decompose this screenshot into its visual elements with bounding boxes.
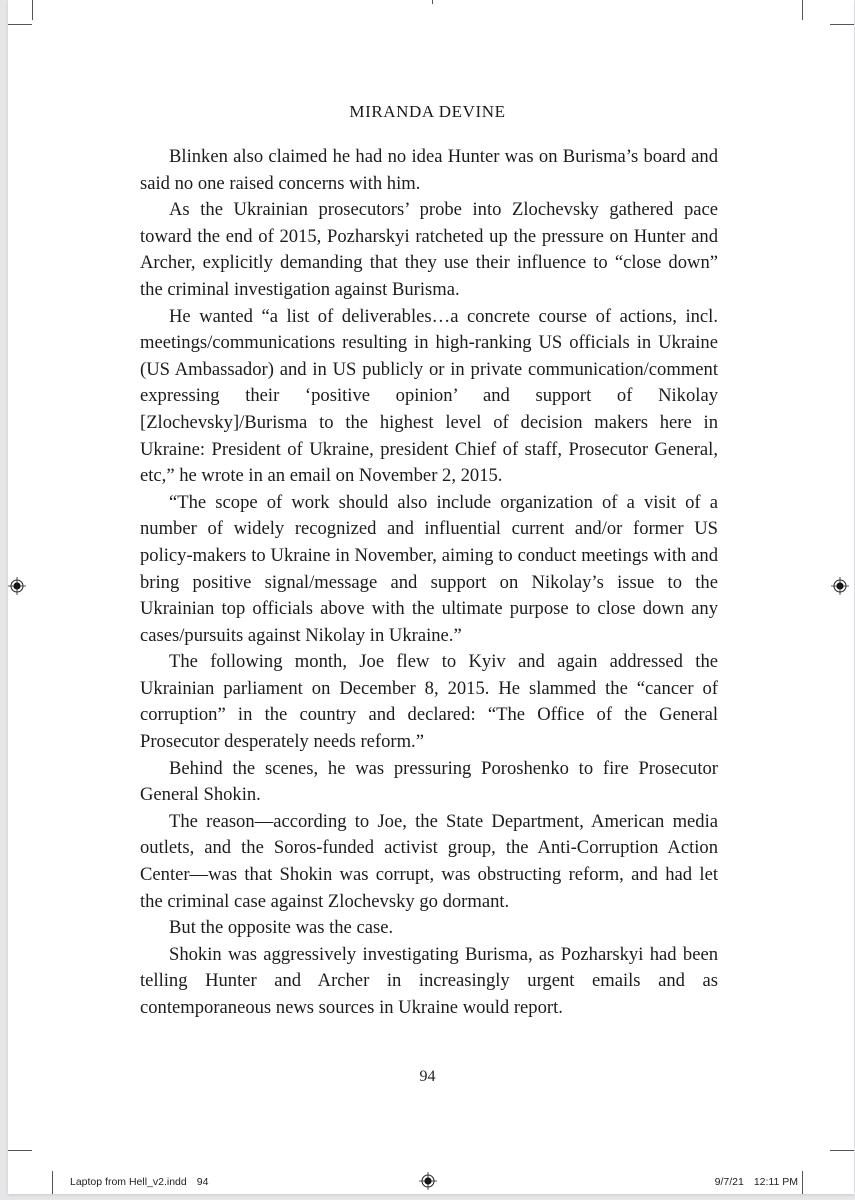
paragraph: “The scope of work should also include organization of a visit of a number of widely recognized and influential current and/or former US policy-makers to Ukraine in November, aiming to conduct meetings with and bring positive signal/message and support on Nikolay’s issue to the Ukrainian top officials above with the ultimate purpose to close down any cases/pursuits against Nikolay in Ukraine.” [140,491,718,646]
paragraph: Blinken also claimed he had no idea Hunter was on Burisma’s board and said no one raised concerns with him. [140,146,718,194]
paragraph: The following month, Joe flew to Kyiv and again addressed the Ukrainian parliament on December 8, 2015. He slammed the “cancer of corruption” in the country and declared: “The Office of the General Prosecutor desperately needs reform.” [140,651,718,753]
crop-mark-icon [32,0,33,20]
crosshair-target-icon [8,577,26,595]
slug-date: 9/7/21 [714,1176,744,1188]
paragraph: Behind the scenes, he was pressuring Poroshenko to fire Prosecutor General Shokin. [140,757,718,806]
paragraph: As the Ukrainian prosecutors’ probe into Zlochevsky gathered pace toward the end of 2015, Pozharskyi ratcheted up the pressure on Hunter and Archer, explicitly demanding that they use their influence to “close down” the criminal investigation against Burisma. [140,199,718,300]
slug-file-page: 94 [196,1176,209,1188]
body-text [140,144,718,1022]
crop-mark-icon [432,0,433,4]
slug-timestamp [715,1176,798,1188]
slug-time: 12:11 PM [753,1176,798,1188]
crop-mark-icon [52,1171,53,1194]
slug-file-name: Laptop from Hell_v2.indd [70,1176,187,1188]
crop-mark-icon [8,24,32,25]
crop-mark-icon [802,1171,803,1194]
paragraph: But the opposite was the case. [169,917,394,939]
crosshair-target-icon [419,1172,437,1190]
paragraph: The reason—according to Joe, the State Department, American media outlets, and the Soros-funded activist group, the Anti-Corruption Action Center—was that Shokin was corrupt, was obstructing reform, and had let the criminal case against Zlochevsky go dormant. [140,810,718,912]
page-number: 94 [419,1068,436,1085]
crop-mark-icon [802,0,803,20]
crosshair-target-icon [831,577,849,595]
paragraph: He wanted “a list of deliverables…a concrete course of actions, incl. meetings/communications resulting in high-ranking US officials in Ukraine (US Ambassador) and in US publicly or in private communication/comment expressing their ‘positive opinion’ and support of Nikolay [Zlochevsky]/Burisma to the highest level of decision makers here in Ukraine: President of Ukraine, president Chief of staff, Prosecutor General, etc,” he wrote in an email on November 2, 2015. [140,305,718,487]
paragraph: Shokin was aggressively investigating Burisma, as Pozharskyi had been telling Hunter and Archer in increasingly urgent emails and as contemporaneous news sources in Ukraine would report. [140,943,718,1018]
running-head: MIRANDA DEVINE [349,102,506,121]
crop-mark-icon [830,24,854,25]
slug-file-info [70,1176,208,1188]
crop-mark-icon [8,1150,32,1151]
crop-mark-icon [830,1150,854,1151]
